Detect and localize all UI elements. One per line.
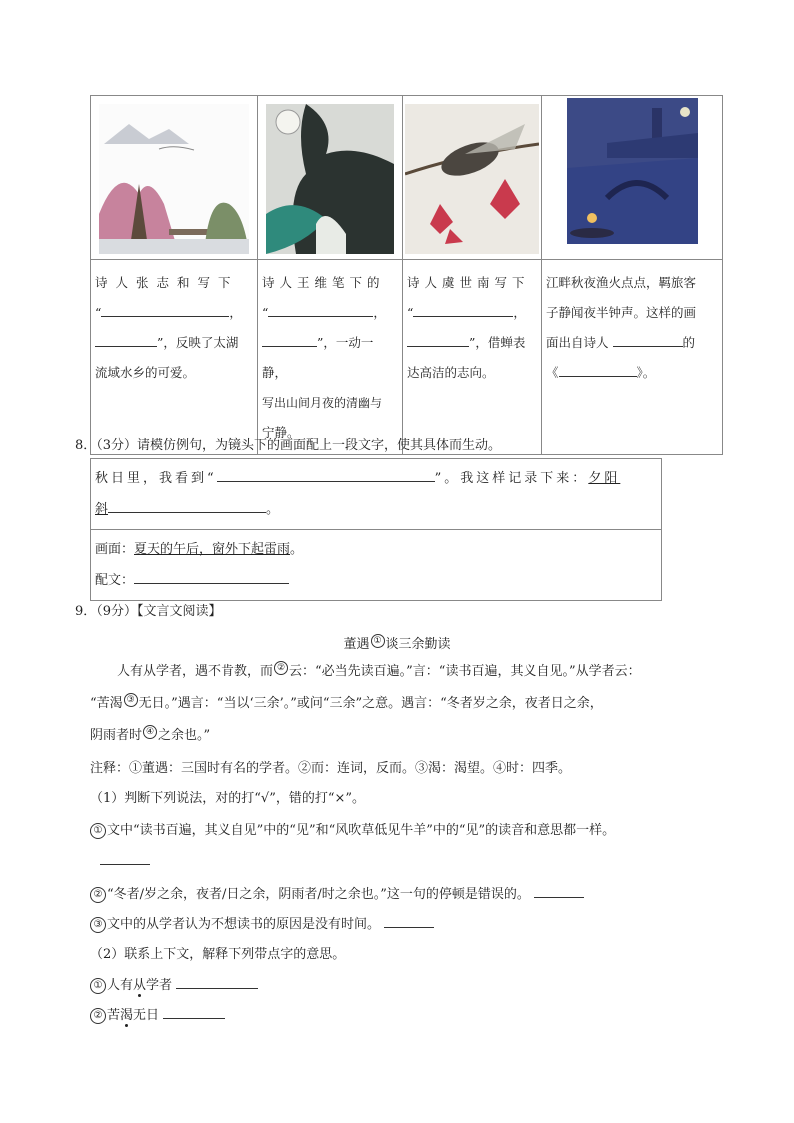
word-item-2: ② 苦渴无日 bbox=[90, 1004, 225, 1024]
answer-blank[interactable] bbox=[613, 332, 683, 347]
notes: 注释：①董遇：三国时有名的学者。②而：连词，反而。③渴：渴望。④时：四季。 bbox=[90, 761, 572, 776]
moon-pine-painting-cell bbox=[258, 96, 403, 260]
statement-2: ② “冬者/岁之余，夜者/日之余，阴雨者/时之余也。”这一句的停顿是错误的。 bbox=[90, 883, 584, 903]
poem-cell-zhang-ji: 江畔秋夜渔火点点，羁旅客 子静闻夜半钟声。这样的画 面出自诗人 的 《 》。 bbox=[542, 260, 723, 455]
answer-blank[interactable] bbox=[100, 850, 150, 865]
q8-table bbox=[90, 458, 662, 601]
answer-blank[interactable] bbox=[163, 1004, 225, 1019]
q8-heading: 8．（3分）请模仿例句，为镜头下的画面配上一段文字，使其具体而生动。 bbox=[75, 438, 502, 453]
poem-image-table bbox=[90, 95, 723, 455]
passage-line-3: 阴雨者时 ④ 之余也。” bbox=[90, 726, 211, 743]
answer-blank[interactable] bbox=[176, 974, 258, 989]
answer-blank[interactable] bbox=[217, 467, 435, 482]
statement-1: ① 文中“读书百遍，其义自见”中的“见”和“风吹草低见牛羊”中的“见”的读音和意思都一样。 bbox=[90, 819, 615, 839]
answer-blank[interactable] bbox=[268, 302, 373, 317]
answer-blank[interactable] bbox=[559, 362, 637, 377]
answer-blank[interactable] bbox=[101, 302, 229, 317]
statement-1-blank bbox=[100, 850, 150, 869]
sub-question-1: （1）判断下列说法，对的打“√”，错的打“×”。 bbox=[90, 791, 366, 806]
sub-question-2: （2）联系上下文，解释下列带点字的意思。 bbox=[90, 947, 346, 962]
answer-blank[interactable] bbox=[262, 332, 317, 347]
statement-3: ③ 文中的从学者认为不想读书的原因是没有时间。 bbox=[90, 913, 434, 933]
night-river-bridge-image bbox=[567, 98, 698, 244]
answer-blank[interactable] bbox=[95, 332, 157, 347]
answer-blank[interactable] bbox=[108, 498, 266, 513]
moonlit-pine-image bbox=[266, 104, 394, 254]
answer-blank[interactable] bbox=[384, 913, 434, 928]
answer-blank[interactable] bbox=[534, 883, 584, 898]
poem-cell-yu-shinan: 诗人虞世南写下 “ ， ”，借蝉表 达高洁的志向。 bbox=[403, 260, 542, 455]
passage-title: 董遇 ① 谈三余勤读 bbox=[343, 635, 451, 652]
night-river-painting-cell bbox=[542, 96, 723, 260]
lake-landscape-image bbox=[99, 104, 249, 254]
cicada-image bbox=[405, 104, 539, 254]
poem-cell-zhang-zhihe: 诗人张志和写下 “ ， ”，反映了太湖 流域水乡的可爱。 bbox=[91, 260, 258, 455]
word-item-1: ① 人有从学者 bbox=[90, 974, 258, 994]
answer-blank[interactable] bbox=[413, 302, 513, 317]
answer-blank[interactable] bbox=[407, 332, 469, 347]
q9-heading: 9．（9分）【文言文阅读】 bbox=[75, 604, 222, 619]
q8-example-row: 秋日里，我看到“ ”。我这样记录下来：夕阳 斜 。 bbox=[91, 459, 662, 530]
landscape-painting-cell bbox=[91, 96, 258, 260]
passage-line-1: 人有从学者，遇不肯教，而 ② 云：“必当先读百遍。”言：“读书百遍，其义自见。”从学者云： bbox=[117, 662, 641, 679]
passage-line-2: “苦渴 ③ 无日。”遇言：“当以‘三余’。”或问“三余”之意。遇言：“冬者岁之余，夜者日之余， bbox=[90, 694, 603, 711]
poem-cell-wang-wei: 诗人王维笔下的 “ ， ”，一动一静， 写出山间月夜的清幽与 宁静。 bbox=[258, 260, 403, 455]
q8-task-row: 画面：夏天的午后，窗外下起雷雨。 配文： bbox=[91, 530, 662, 601]
cicada-painting-cell bbox=[403, 96, 542, 260]
answer-blank[interactable] bbox=[134, 569, 289, 584]
